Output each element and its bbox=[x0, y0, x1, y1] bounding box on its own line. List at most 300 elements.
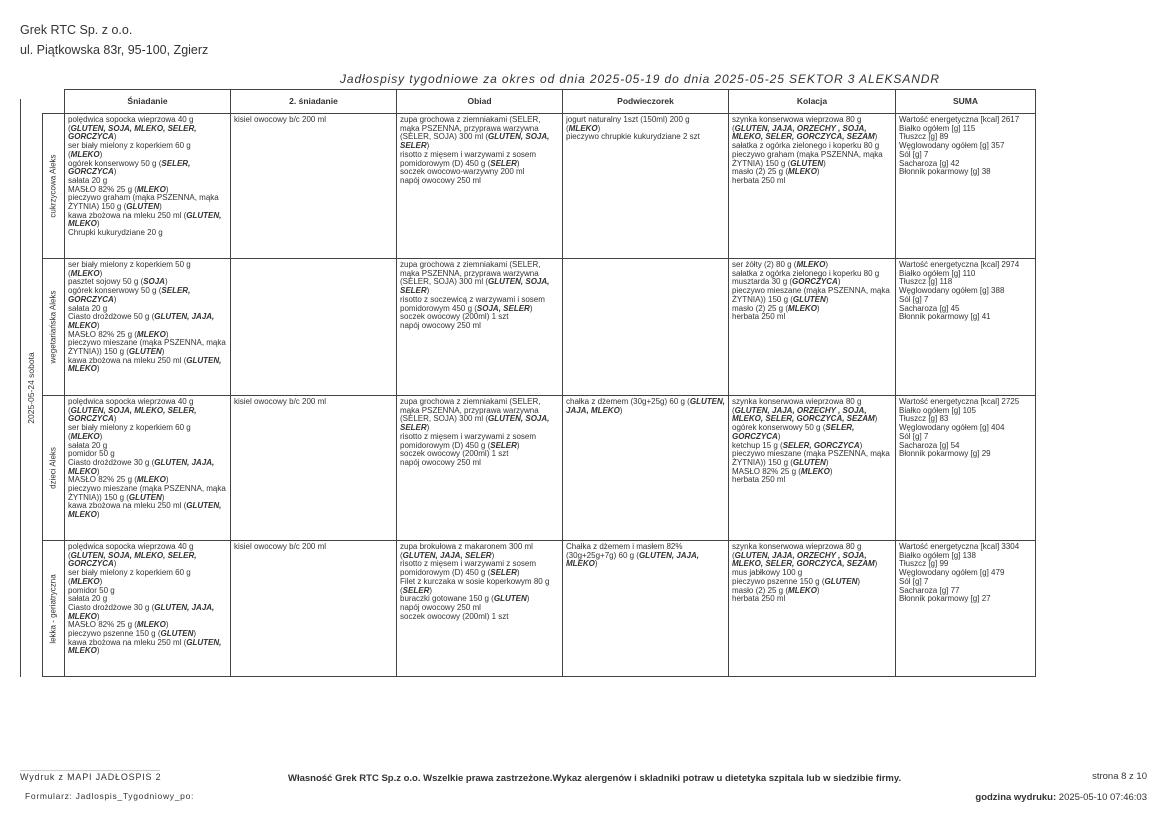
item-text: pomidor 50 g bbox=[68, 449, 115, 459]
item-text: ogórek konserwowy 50 g ( bbox=[732, 423, 826, 433]
column-header-obiad: Obiad bbox=[397, 90, 563, 114]
item-text: pieczywo pszenne 150 g ( bbox=[732, 576, 825, 586]
allergen-text: GLUTEN, SOJA, bbox=[488, 277, 550, 287]
item-text: polędwica sopocka wieprzowa 40 g bbox=[68, 542, 194, 551]
item-text: Wartość energetyczna [kcal] 3304 bbox=[899, 542, 1020, 551]
item-text: ( bbox=[68, 550, 71, 560]
column-header-drugie-sniadanie: 2. śniadanie bbox=[231, 90, 397, 114]
item-text: ) bbox=[161, 347, 165, 357]
item-text: ser żółty (2) 80 g ( bbox=[732, 260, 797, 269]
meal-cell-drugie-sniadanie bbox=[231, 541, 397, 677]
item-text: mąka PSZENNA, przyprawa warzywna bbox=[400, 405, 539, 415]
nutrition-summary-cell bbox=[896, 114, 1036, 259]
item-text: ) bbox=[426, 423, 430, 433]
item-text: ) bbox=[96, 219, 100, 229]
item-text: herbata 250 ml bbox=[732, 175, 786, 185]
allergen-text: GORCZYCA bbox=[68, 132, 114, 142]
allergen-text: GLUTEN, bbox=[186, 355, 222, 365]
item-text: sałata 20 g bbox=[68, 594, 108, 604]
item-text: ) bbox=[99, 431, 103, 441]
item-text: ) bbox=[816, 585, 820, 595]
allergen-text: GLUTEN, JAJA, bbox=[154, 602, 215, 612]
item-text: ) bbox=[516, 568, 520, 578]
item-text: buraczki gotowane 150 g ( bbox=[400, 594, 494, 604]
item-text: ) bbox=[816, 167, 820, 177]
item-text: mąka PSZENNA, przyprawa warzywna bbox=[400, 268, 539, 278]
item-text: ser biały mielony z koperkiem 60 g bbox=[68, 568, 191, 578]
item-text: kisiel owocowy b/c 200 ml bbox=[234, 542, 327, 551]
menu-line bbox=[68, 511, 227, 520]
allergen-text: SELER, bbox=[825, 423, 855, 433]
item-text: pomidor 50 g bbox=[68, 585, 115, 595]
item-text: ( bbox=[400, 585, 403, 595]
item-text: ser biały mielony z koperkiem 50 g bbox=[68, 260, 191, 269]
meal-cell-obiad bbox=[397, 114, 563, 259]
nutrition-summary-cell bbox=[896, 541, 1036, 677]
item-text: jogurt naturalny 1szt (150ml) 200 g bbox=[566, 115, 690, 124]
allergen-text: GLUTEN, SOJA, bbox=[488, 414, 550, 424]
menu-line bbox=[68, 365, 227, 374]
item-text: kisiel owocowy b/c 200 ml bbox=[234, 397, 327, 406]
item-text: risotto z mięsem i warzywami z sosem bbox=[400, 559, 537, 569]
meal-cell-drugie-sniadanie bbox=[231, 396, 397, 541]
item-text: sałata 20 g bbox=[68, 440, 108, 450]
item-text: ŻYTNIA)) 150 g ( bbox=[732, 294, 793, 304]
item-text: ) bbox=[594, 559, 598, 569]
allergen-text: MLEKO bbox=[68, 466, 97, 476]
item-text: Sacharoza [g] 42 bbox=[899, 158, 960, 168]
item-text: ser biały mielony z koperkiem 60 g bbox=[68, 141, 191, 151]
item-text: ( bbox=[566, 123, 569, 133]
allergen-text: GLUTEN, JAJA, SELER bbox=[402, 550, 492, 560]
item-text: ( bbox=[732, 405, 735, 415]
allergen-text: GLUTEN bbox=[160, 629, 194, 639]
item-text: ) bbox=[113, 294, 117, 304]
item-text: polędwica sopocka wieprzowa 40 g bbox=[68, 397, 194, 406]
allergen-text: GLUTEN, JAJA, bbox=[154, 457, 215, 467]
item-text: ( bbox=[732, 550, 735, 560]
item-text: ) bbox=[165, 329, 169, 339]
item-text: kawa zbożowa na mleku 250 ml ( bbox=[68, 210, 187, 220]
item-text: pieczywo mieszane (mąka PSZENNA, mąka bbox=[68, 484, 226, 494]
item-text: ) bbox=[96, 466, 100, 476]
item-text: Chałka z dżemem i masłem 82% bbox=[566, 542, 683, 551]
allergen-text: SELER bbox=[400, 423, 427, 433]
menu-line bbox=[234, 398, 393, 407]
item-text: Białko ogółem [g] 105 bbox=[899, 405, 976, 415]
meal-cell-sniadanie bbox=[65, 541, 231, 677]
column-header-kolacja: Kolacja bbox=[729, 90, 896, 114]
menu-frame bbox=[20, 89, 1035, 677]
item-text: ketchup 15 g ( bbox=[732, 440, 783, 450]
allergen-text: SELER, bbox=[161, 158, 191, 168]
diet-label-cell bbox=[43, 541, 65, 677]
item-text: ) bbox=[96, 611, 100, 621]
menu-line bbox=[899, 313, 1032, 322]
item-text: Tłuszcz [g] 83 bbox=[899, 414, 949, 424]
menu-table bbox=[42, 89, 1036, 677]
allergen-text: SELER bbox=[400, 141, 427, 151]
diet-label: wegetariańska Aleks bbox=[48, 290, 58, 364]
allergen-text: MLEKO bbox=[70, 268, 100, 278]
meal-cell-sniadanie bbox=[65, 259, 231, 396]
item-text: ) bbox=[829, 466, 833, 476]
item-text: ) bbox=[777, 431, 781, 441]
item-text: MASŁO 82% 25 g ( bbox=[68, 329, 137, 339]
allergen-text: GLUTEN, JAJA, bbox=[638, 550, 699, 560]
item-text: risotto z mięsem i warzywami z sosem bbox=[400, 431, 537, 441]
item-text: Błonnik pokarmowy [g] 38 bbox=[899, 167, 991, 177]
item-text: pieczywo chrupkie kukurydziane 2 szt bbox=[566, 132, 700, 142]
allergen-text: MLEKO bbox=[796, 260, 826, 269]
allergen-text: GLUTEN, bbox=[689, 397, 725, 406]
header-row bbox=[43, 90, 1036, 114]
allergen-text: GORCZYCA bbox=[68, 559, 114, 569]
diet-row bbox=[43, 114, 1036, 259]
item-text: ) bbox=[99, 149, 103, 159]
item-text: ) bbox=[874, 414, 878, 424]
item-text: ( bbox=[68, 268, 71, 278]
item-text: ) bbox=[837, 277, 841, 287]
diet-label: cukrzycowa Aleks bbox=[48, 154, 58, 218]
item-text: masło (2) 25 g ( bbox=[732, 585, 789, 595]
item-text: risotto z soczewicą z warzywami i sosem bbox=[400, 294, 545, 304]
item-text: Tłuszcz [g] 89 bbox=[899, 132, 949, 142]
meal-cell-kolacja bbox=[729, 114, 896, 259]
item-text: Błonnik pokarmowy [g] 29 bbox=[899, 449, 991, 459]
allergen-text: SOJA bbox=[143, 277, 165, 287]
day-label: 2025-05-24 sobota bbox=[26, 352, 36, 424]
item-text: Wartość energetyczna [kcal] 2725 bbox=[899, 397, 1020, 406]
item-text: masło (2) 25 g ( bbox=[732, 303, 789, 313]
item-text: ) bbox=[161, 492, 165, 502]
item-text: Sól [g] 7 bbox=[899, 294, 929, 304]
allergen-text: GLUTEN bbox=[128, 347, 162, 357]
menu-line bbox=[400, 177, 559, 186]
item-text: kawa zbożowa na mleku 250 ml ( bbox=[68, 355, 187, 365]
item-text: Węglowodany ogółem [g] 388 bbox=[899, 286, 1005, 296]
item-text: pieczywo mieszane (mąka PSZENNA, mąka bbox=[732, 286, 890, 296]
allergen-text: MLEKO bbox=[68, 510, 97, 520]
allergen-text: MLEKO, SELER, GORCZYCA, SEZAM bbox=[732, 132, 875, 142]
meal-cell-sniadanie bbox=[65, 114, 231, 259]
item-text: szynka konserwowa wieprzowa 80 g bbox=[732, 397, 862, 406]
item-text: Ciasto drożdżowe 30 g ( bbox=[68, 602, 155, 612]
allergen-text: GORCZYCA bbox=[68, 414, 114, 424]
item-text: ) bbox=[159, 202, 162, 212]
item-text: Ciasto drożdżowe 30 g ( bbox=[68, 457, 155, 467]
meal-cell-podwieczorek bbox=[563, 541, 729, 677]
item-text: sałata 20 g bbox=[68, 175, 108, 185]
print-time bbox=[975, 792, 1147, 803]
item-text: (SELER, SOJA) 300 ml ( bbox=[400, 277, 489, 287]
allergen-text: GLUTEN bbox=[790, 158, 824, 168]
item-text: Błonnik pokarmowy [g] 41 bbox=[899, 312, 991, 322]
allergen-text: GLUTEN, bbox=[186, 501, 222, 511]
item-text: kisiel owocowy b/c 200 ml bbox=[234, 115, 327, 124]
item-text: ) bbox=[165, 475, 169, 485]
item-text: ŻYTNIA)) 150 g ( bbox=[732, 457, 793, 467]
item-text: sałatka z ogórka zielonego i koperku 80 g bbox=[732, 268, 880, 278]
allergen-text: MLEKO, SELER, GORCZYCA, SEZAM bbox=[732, 559, 875, 569]
item-text: ) bbox=[96, 320, 100, 330]
diet-row bbox=[43, 259, 1036, 396]
meal-cell-obiad bbox=[397, 541, 563, 677]
item-text: soczek owocowo-warzywny 200 ml bbox=[400, 167, 525, 177]
item-text: masło (2) 25 g ( bbox=[732, 167, 789, 177]
item-text: soczek owocowy (200ml) 1 szt bbox=[400, 611, 509, 621]
item-text: MASŁO 82% 25 g ( bbox=[68, 620, 137, 630]
allergen-text: MLEKO bbox=[136, 184, 166, 194]
allergen-text: GORCZYCA bbox=[68, 167, 114, 177]
item-text: polędwica sopocka wieprzowa 40 g bbox=[68, 115, 194, 124]
meal-cell-podwieczorek bbox=[563, 396, 729, 541]
menu-line bbox=[566, 560, 725, 569]
item-text: ) bbox=[96, 646, 100, 656]
allergen-text: GLUTEN, JAJA, ORZECHY , SOJA, bbox=[734, 550, 867, 560]
diet-label-cell bbox=[43, 114, 65, 259]
item-text: zupa grochowa z ziemniakami (SELER, bbox=[400, 397, 541, 406]
item-text: ser biały mielony z koperkiem 60 g bbox=[68, 423, 191, 433]
item-text: Białko ogółem [g] 115 bbox=[899, 123, 976, 133]
page-number: strona 8 z 10 bbox=[1092, 771, 1147, 782]
item-text: MASŁO 82% 25 g ( bbox=[68, 184, 137, 194]
menu-line bbox=[400, 322, 559, 331]
menu-line bbox=[899, 168, 1032, 177]
column-header-sniadanie: Śniadanie bbox=[65, 90, 231, 114]
item-text: pieczywo graham (mąka PSZENNA, mąka bbox=[732, 149, 883, 159]
diet-label-cell bbox=[43, 259, 65, 396]
allergen-text: MLEKO bbox=[68, 219, 97, 229]
item-text: pomidorowym 450 g ( bbox=[400, 303, 477, 313]
item-text: ) bbox=[113, 414, 117, 424]
allergen-text: SELER, bbox=[161, 286, 191, 296]
item-text: ) bbox=[113, 132, 117, 142]
item-text: napój owocowy 250 ml bbox=[400, 457, 481, 467]
meal-cell-podwieczorek bbox=[563, 259, 729, 396]
item-text: ( bbox=[68, 149, 71, 159]
allergen-text: SELER bbox=[490, 158, 517, 168]
allergen-text: MLEKO, SELER, GORCZYCA, SEZAM bbox=[732, 414, 875, 424]
item-text: Tłuszcz [g] 99 bbox=[899, 559, 949, 569]
item-text: pieczywo pszenne 150 g ( bbox=[68, 629, 161, 639]
item-text: ) bbox=[426, 141, 430, 151]
allergen-text: SOJA, SELER bbox=[476, 303, 530, 313]
allergen-text: GLUTEN, SOJA, MLEKO, SELER, bbox=[70, 550, 197, 560]
item-text: ) bbox=[825, 457, 829, 467]
allergen-text: GLUTEN, JAJA, ORZECHY , SOJA, bbox=[734, 405, 867, 415]
item-text: ) bbox=[113, 559, 117, 569]
item-text: zupa grochowa z ziemniakami (SELER, bbox=[400, 115, 541, 124]
item-text: Filet z kurczaka w sosie koperkowym 80 g bbox=[400, 576, 550, 586]
day-label-cell bbox=[20, 99, 42, 677]
item-text: ) bbox=[823, 158, 826, 168]
item-text: ) bbox=[874, 559, 878, 569]
allergen-text: SELER bbox=[400, 286, 427, 296]
item-text: Tłuszcz [g] 118 bbox=[899, 277, 953, 287]
item-text: Sól [g] 7 bbox=[899, 149, 929, 159]
menu-line bbox=[732, 595, 892, 604]
meal-cell-kolacja bbox=[729, 396, 896, 541]
item-text: ) bbox=[857, 576, 861, 586]
item-text: ogórek konserwowy 50 g ( bbox=[68, 158, 162, 168]
allergen-text: MLEKO bbox=[70, 431, 100, 441]
menu-line bbox=[68, 229, 227, 238]
menu-line bbox=[732, 476, 892, 485]
allergen-text: GLUTEN, SOJA, MLEKO, SELER, bbox=[70, 123, 197, 133]
allergen-text: GLUTEN bbox=[792, 294, 826, 304]
form-label: Formularz: Jadlospis_Tygodniowy_po: bbox=[25, 791, 195, 801]
item-text: pieczywo graham (mąka PSZENNA, mąka bbox=[68, 193, 219, 203]
allergen-text: JAJA, MLEKO bbox=[566, 405, 620, 415]
item-text: herbata 250 ml bbox=[732, 475, 786, 485]
item-text: risotto z mięsem i warzywami z sosem bbox=[400, 149, 537, 159]
print-time-label: godzina wydruku: bbox=[975, 792, 1057, 803]
item-text: ) bbox=[825, 260, 829, 269]
allergen-text: MLEKO bbox=[70, 149, 100, 159]
allergen-text: MLEKO bbox=[136, 475, 166, 485]
item-text: pieczywo mieszane (mąka PSZENNA, mąka bbox=[68, 338, 226, 348]
allergen-text: SELER, GORCZYCA bbox=[782, 440, 860, 450]
allergen-text: GLUTEN, JAJA, bbox=[154, 312, 215, 322]
allergen-text: SELER bbox=[490, 440, 517, 450]
item-text: ) bbox=[825, 294, 829, 304]
allergen-text: MLEKO bbox=[68, 646, 97, 656]
item-text: ŻYTNIA) 150 g ( bbox=[732, 158, 791, 168]
meal-cell-kolacja bbox=[729, 541, 896, 677]
item-text: ( bbox=[68, 405, 71, 415]
item-text: Węglowodany ogółem [g] 404 bbox=[899, 423, 1005, 433]
item-text: szynka konserwowa wieprzowa 80 g bbox=[732, 542, 862, 551]
allergen-text: SELER bbox=[490, 568, 517, 578]
allergen-text: GLUTEN, SOJA, bbox=[488, 132, 550, 142]
item-text: pomidorowym (D) 450 g ( bbox=[400, 440, 491, 450]
allergen-text: MLEKO bbox=[68, 364, 97, 374]
item-text: Sacharoza [g] 45 bbox=[899, 303, 960, 313]
menu-line bbox=[566, 407, 725, 416]
diet-label: lekka - geriatryczna bbox=[48, 573, 58, 644]
allergen-text: MLEKO bbox=[800, 466, 830, 476]
company-name: Grek RTC Sp. z o.o. bbox=[20, 23, 133, 37]
allergen-text: GORCZYCA bbox=[68, 294, 114, 304]
menu-line bbox=[899, 595, 1032, 604]
item-text: kawa zbożowa na mleku 250 ml ( bbox=[68, 501, 187, 511]
meal-cell-obiad bbox=[397, 396, 563, 541]
item-text: ) bbox=[859, 440, 863, 450]
menu-line bbox=[400, 613, 559, 622]
printout-label: Wydruk z MAPI JADŁOSPIS 2 bbox=[20, 772, 162, 782]
item-text: ) bbox=[113, 167, 117, 177]
item-text: ) bbox=[99, 576, 103, 586]
diet-label-cell bbox=[43, 396, 65, 541]
item-text: zupa brokułowa z makaronem 300 ml bbox=[400, 542, 533, 551]
item-text: Ciasto drożdżowe 50 g ( bbox=[68, 312, 155, 322]
menu-line bbox=[566, 133, 725, 142]
allergen-text: MLEKO bbox=[788, 585, 817, 595]
allergen-text: GLUTEN, JAJA, ORZECHY , SOJA, bbox=[734, 123, 867, 133]
item-text: Wartość energetyczna [kcal] 2617 bbox=[899, 115, 1020, 124]
item-text: musztarda 30 g ( bbox=[732, 277, 793, 287]
item-text: ) bbox=[516, 158, 520, 168]
item-text: sałata 20 g bbox=[68, 303, 108, 313]
nutrition-summary-cell bbox=[896, 396, 1036, 541]
allergen-text: MLEKO bbox=[788, 303, 817, 313]
item-text: ) bbox=[96, 364, 100, 374]
allergen-text: GLUTEN bbox=[128, 492, 162, 502]
item-text: ) bbox=[816, 303, 820, 313]
item-text: zupa grochowa z ziemniakami (SELER, bbox=[400, 260, 541, 269]
item-text: ) bbox=[165, 184, 169, 194]
ownership-note: Własność Grek RTC Sp.z o.o. Wszelkie prawa zastrzeżone.Wykaz alergenów i skladniki potraw u dietetyka szpitala lub w siedzibie firmy. bbox=[288, 773, 902, 784]
item-text: Chrupki kukurydziane 20 g bbox=[68, 228, 163, 238]
meal-cell-drugie-sniadanie bbox=[231, 114, 397, 259]
allergen-text: MLEKO bbox=[70, 576, 100, 586]
allergen-text: MLEKO bbox=[566, 559, 595, 569]
allergen-text: GLUTEN bbox=[792, 457, 826, 467]
item-text: ) bbox=[426, 286, 430, 296]
item-text: ( bbox=[68, 431, 71, 441]
item-text: napój owocowy 250 ml bbox=[400, 175, 481, 185]
item-text: napój owocowy 250 ml bbox=[400, 320, 481, 330]
item-text: Sacharoza [g] 77 bbox=[899, 585, 960, 595]
item-text: (SELER, SOJA) 300 ml ( bbox=[400, 414, 489, 424]
meal-cell-kolacja bbox=[729, 259, 896, 396]
header-spacer bbox=[43, 90, 65, 114]
allergen-text: MLEKO bbox=[568, 123, 598, 133]
item-text: Białko ogółem [g] 138 bbox=[899, 550, 976, 560]
item-text: pomidorowym (D) 450 g ( bbox=[400, 158, 491, 168]
meal-cell-obiad bbox=[397, 259, 563, 396]
company-address: ul. Piątkowska 83r, 95-100, Zgierz bbox=[20, 43, 209, 57]
column-header-suma: SUMA bbox=[896, 90, 1036, 114]
item-text: ( bbox=[68, 576, 71, 586]
item-text: (30g+25g+7g) 60 g ( bbox=[566, 550, 639, 560]
item-text: ) bbox=[516, 440, 520, 450]
page-title: Jadłospisy tygodniowe za okres od dnia 2025-05-19 do dnia 2025-05-25 SEKTOR 3 ALEKSANDR bbox=[340, 72, 940, 86]
item-text: ŻYTNIA)) 150 g ( bbox=[68, 347, 129, 357]
menu-line bbox=[400, 459, 559, 468]
footer-divider bbox=[20, 770, 160, 771]
item-text: soczek owocowy (200ml) 1 szt bbox=[400, 449, 509, 459]
meal-cell-drugie-sniadanie bbox=[231, 259, 397, 396]
menu-line bbox=[899, 450, 1032, 459]
item-text: ŻYTNIA) 150 g ( bbox=[68, 202, 127, 212]
item-text: ) bbox=[874, 132, 878, 142]
allergen-text: GLUTEN bbox=[126, 202, 160, 212]
item-text: ) bbox=[491, 550, 495, 560]
allergen-text: GLUTEN, SOJA, MLEKO, SELER, bbox=[70, 405, 197, 415]
item-text: Błonnik pokarmowy [g] 27 bbox=[899, 594, 991, 604]
allergen-text: MLEKO bbox=[136, 620, 166, 630]
item-text: soczek owocowy (200ml) 1 szt bbox=[400, 312, 509, 322]
meal-cell-podwieczorek bbox=[563, 114, 729, 259]
menu-line bbox=[68, 647, 227, 656]
item-text: Węglowodany ogółem [g] 479 bbox=[899, 568, 1005, 578]
item-text: ) bbox=[529, 303, 533, 313]
menu-line bbox=[234, 543, 393, 552]
item-text: ) bbox=[526, 594, 530, 604]
allergen-text: GORCZYCA bbox=[792, 277, 838, 287]
item-text: Węglowodany ogółem [g] 357 bbox=[899, 141, 1005, 151]
item-text: herbata 250 ml bbox=[732, 312, 786, 322]
diet-row bbox=[43, 396, 1036, 541]
allergen-text: GLUTEN bbox=[493, 594, 527, 604]
item-text: mąka PSZENNA, przyprawa warzywna bbox=[400, 123, 539, 133]
item-text: ( bbox=[68, 123, 71, 133]
item-text: ) bbox=[193, 629, 197, 639]
item-text: ) bbox=[96, 510, 100, 520]
nutrition-summary-cell bbox=[896, 259, 1036, 396]
